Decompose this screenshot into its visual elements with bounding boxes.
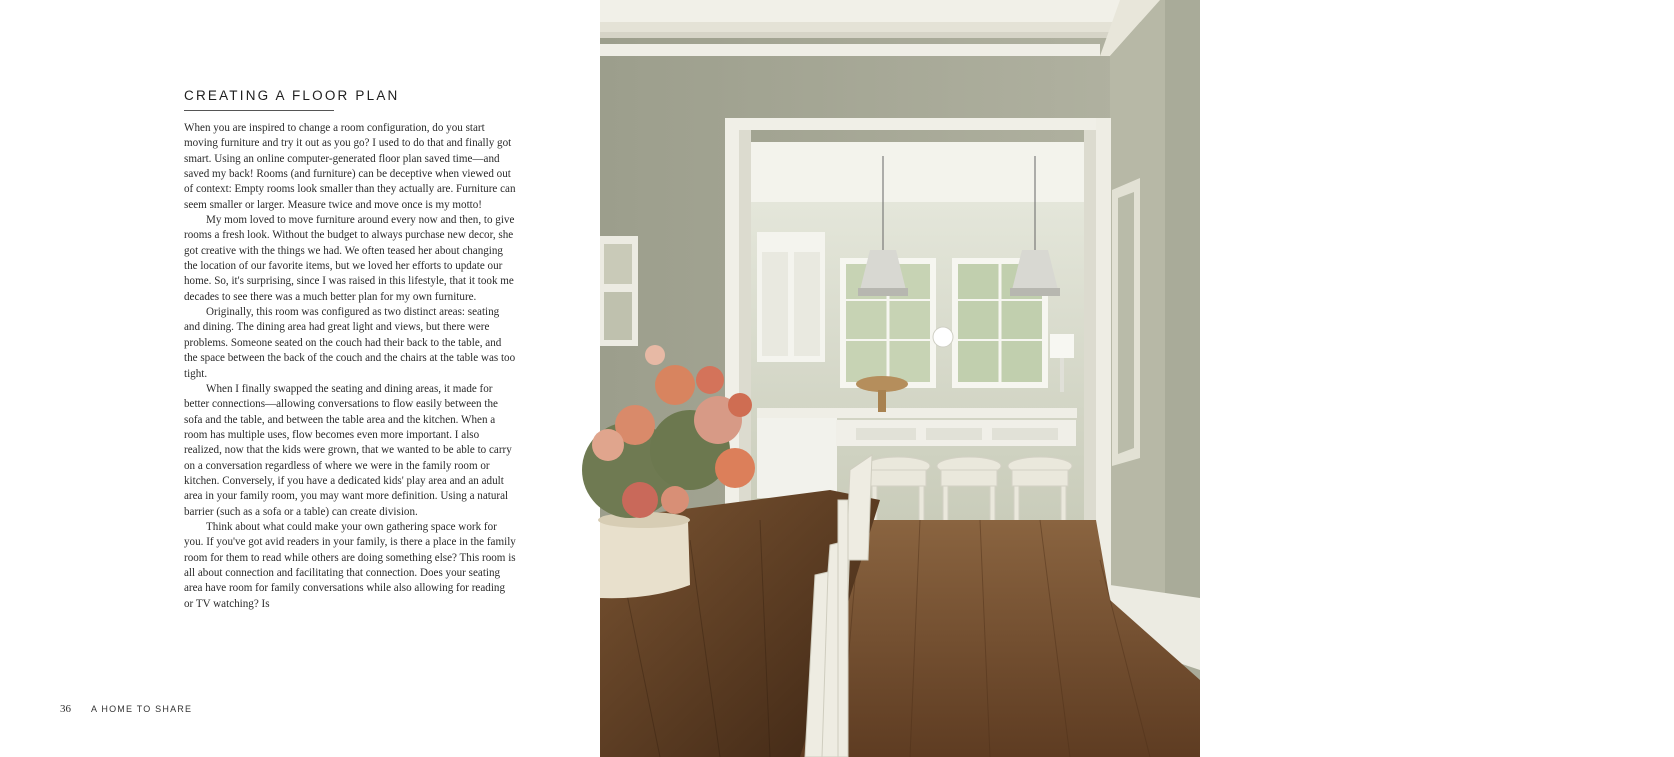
paragraph: Think about what could make your own gathering space work for you. If you've got avid readers in your family, is there a place in the family room for them to read while others are doing something else? This room is all about connection and facilitating that connection. Does your seating area have room for family conversations while also allowing for reading or TV watching? Is: [184, 520, 516, 610]
paragraph: When you are inspired to change a room configuration, do you start moving furniture and try it out as you go? I used to do that and finally got smart. Using an online computer-generated floor plan saved time—and saved my back! Rooms (and furniture) can be deceptive when viewed out of context: Empty rooms look smaller than they actually are. Furniture can seem smaller or larger. Measure twice and move once is my motto!: [184, 122, 516, 211]
heading-rule: [184, 110, 334, 111]
body-text: [184, 121, 516, 612]
paragraph: My mom loved to move furniture around every now and then, to give rooms a fresh look. Without the budget to always purchase new decor, she got creative with the things we had. We often teased her about changing the location of our favorite items, but we loved her efforts to update our home. So, it's surprising, since I was raised in this lifestyle, that it took me decades to see there was a much better plan for my own furniture.: [184, 214, 515, 303]
section-heading: CREATING A FLOOR PLAN: [184, 88, 400, 103]
running-title: A HOME TO SHARE: [91, 704, 193, 714]
paragraph: Originally, this room was configured as two distinct areas: seating and dining. The dining area had great light and views, but there were problems. Someone seated on the couch had their back to the table, and the space between the back of the couch and the chairs at the table was too tight.: [184, 306, 516, 380]
kitchen-photo: [600, 0, 1672, 757]
page-number: 36: [60, 703, 71, 715]
photo-caption: With the dining table just outside the kitchen, and our TV mounted on the wall opposite the kitchen entryway, the distance from food prep to table was shortened and those of us in the kitchen no longer miss a big play when we're watching a game!: [1514, 607, 1672, 697]
left-page: [0, 0, 600, 757]
folio: [60, 703, 192, 715]
paragraph: When I finally swapped the seating and dining areas, it made for better connections—allowing conversations to flow easily between the sofa and the table, and between the table area and the kitchen. When a room has multiple uses, flow becomes even more important. I also realized, now that the kids were grown, that we wanted to be able to carry on a conversation regardless of where we were in the family room or kitchen. Conversely, if you have a dedicated kids' play area and an adult area in your family room, you may want more definition. Using a natural barrier (such as a sofa or a table) can create division.: [184, 382, 512, 518]
kitchen-illustration: [600, 0, 1200, 757]
